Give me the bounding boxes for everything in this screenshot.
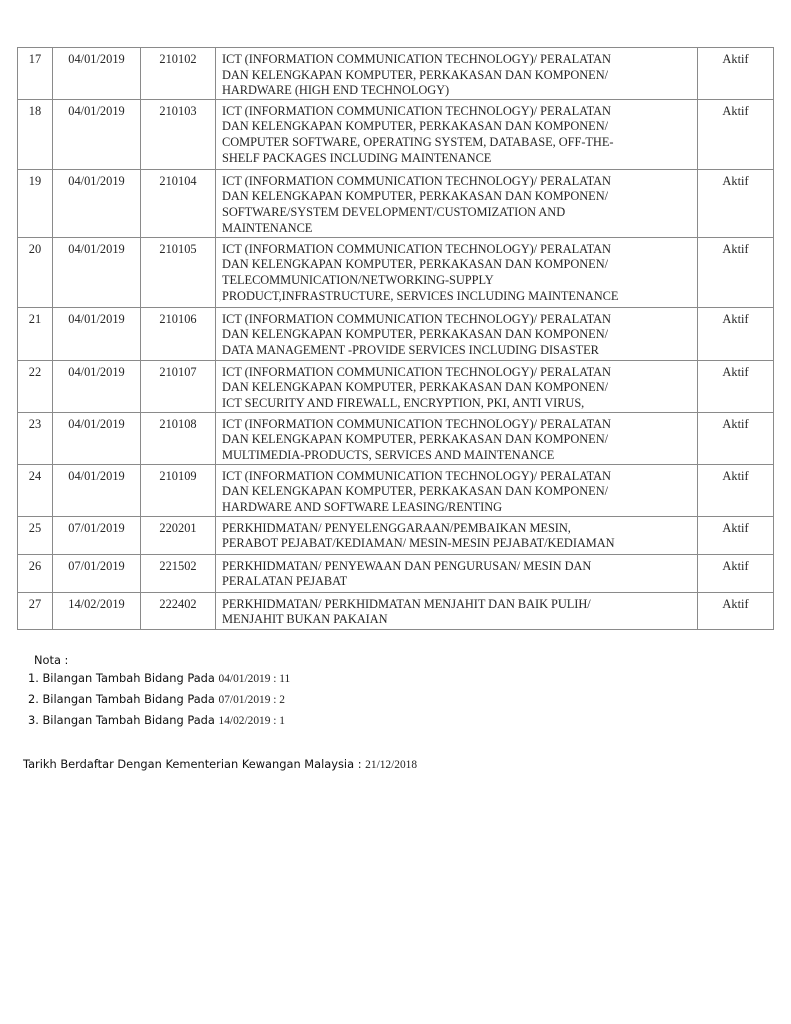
- row-status: Aktif: [698, 169, 774, 237]
- description-line: PERKHIDMATAN/ PENYEWAAN DAN PENGURUSAN/ MESIN DAN: [222, 558, 592, 573]
- description-line: ICT (INFORMATION COMMUNICATION TECHNOLOGY)/ PERALATAN: [222, 173, 611, 188]
- note-item-label: 1. Bilangan Tambah Bidang Pada: [28, 671, 215, 685]
- note-item-label: 2. Bilangan Tambah Bidang Pada: [28, 692, 215, 706]
- row-description: [216, 554, 698, 592]
- row-code: 210102: [141, 48, 216, 100]
- registration-value: 21/12/2018: [365, 759, 418, 771]
- description-line: DAN KELENGKAPAN KOMPUTER, PERKAKASAN DAN KOMPONEN/: [222, 257, 608, 272]
- note-item-value: 04/01/2019 : 11: [218, 673, 291, 685]
- description-line: PERKHIDMATAN/ PERKHIDMATAN MENJAHIT DAN BAIK PULIH/: [222, 596, 591, 611]
- description-line: MULTIMEDIA-PRODUCTS, SERVICES AND MAINTENANCE: [222, 447, 555, 462]
- description-line: ICT (INFORMATION COMMUNICATION TECHNOLOGY)/ PERALATAN: [222, 311, 611, 326]
- row-number: 17: [18, 48, 53, 100]
- description-line: ICT (INFORMATION COMMUNICATION TECHNOLOGY)/ PERALATAN: [222, 103, 611, 118]
- row-date: 07/01/2019: [53, 554, 141, 592]
- description-line: SOFTWARE/SYSTEM DEVELOPMENT/CUSTOMIZATION AND: [222, 204, 566, 219]
- row-number: 27: [18, 592, 53, 629]
- row-code: 210104: [141, 169, 216, 237]
- note-item: [28, 711, 290, 732]
- table-row: [18, 48, 774, 100]
- row-number: 24: [18, 464, 53, 516]
- description-line: PRODUCT,INFRASTRUCTURE, SERVICES INCLUDING MAINTENANCE: [222, 288, 619, 303]
- row-date: 07/01/2019: [53, 516, 141, 554]
- description-line: ICT (INFORMATION COMMUNICATION TECHNOLOGY)/ PERALATAN: [222, 416, 611, 431]
- description-line: DAN KELENGKAPAN KOMPUTER, PERKAKASAN DAN KOMPONEN/: [222, 67, 608, 82]
- row-description: [216, 99, 698, 169]
- row-date: 04/01/2019: [53, 237, 141, 307]
- description-line: DAN KELENGKAPAN KOMPUTER, PERKAKASAN DAN KOMPONEN/: [222, 484, 608, 499]
- description-line: TELECOMMUNICATION/NETWORKING-SUPPLY: [222, 272, 494, 287]
- note-item: [28, 669, 290, 690]
- table-row: [18, 237, 774, 307]
- row-code: 221502: [141, 554, 216, 592]
- row-date: 14/02/2019: [53, 592, 141, 629]
- description-line: DAN KELENGKAPAN KOMPUTER, PERKAKASAN DAN KOMPONEN/: [222, 189, 608, 204]
- row-number: 23: [18, 412, 53, 464]
- row-status: Aktif: [698, 464, 774, 516]
- description-line: SHELF PACKAGES INCLUDING MAINTENANCE: [222, 150, 492, 165]
- row-number: 20: [18, 237, 53, 307]
- description-line: ICT (INFORMATION COMMUNICATION TECHNOLOGY)/ PERALATAN: [222, 468, 611, 483]
- row-code: 210103: [141, 99, 216, 169]
- row-number: 19: [18, 169, 53, 237]
- row-date: 04/01/2019: [53, 307, 141, 360]
- row-date: 04/01/2019: [53, 360, 141, 412]
- row-status: Aktif: [698, 237, 774, 307]
- row-code: 210108: [141, 412, 216, 464]
- description-line: DAN KELENGKAPAN KOMPUTER, PERKAKASAN DAN KOMPONEN/: [222, 327, 608, 342]
- row-description: [216, 360, 698, 412]
- row-code: 210105: [141, 237, 216, 307]
- description-line: ICT (INFORMATION COMMUNICATION TECHNOLOGY)/ PERALATAN: [222, 364, 611, 379]
- row-code: 210107: [141, 360, 216, 412]
- note-item-value: 07/01/2019 : 2: [218, 694, 285, 706]
- notes-section: [28, 653, 290, 732]
- description-line: HARDWARE (HIGH END TECHNOLOGY): [222, 83, 450, 98]
- row-number: 22: [18, 360, 53, 412]
- row-number: 26: [18, 554, 53, 592]
- description-line: PERALATAN PEJABAT: [222, 574, 348, 589]
- row-description: [216, 169, 698, 237]
- table-row: [18, 360, 774, 412]
- table-row: [18, 516, 774, 554]
- row-status: Aktif: [698, 516, 774, 554]
- note-item-label: 3. Bilangan Tambah Bidang Pada: [28, 713, 215, 727]
- row-status: Aktif: [698, 592, 774, 629]
- table-row: [18, 554, 774, 592]
- row-code: 222402: [141, 592, 216, 629]
- row-date: 04/01/2019: [53, 464, 141, 516]
- fields-table: [17, 47, 774, 630]
- row-number: 18: [18, 99, 53, 169]
- row-status: Aktif: [698, 307, 774, 360]
- row-description: [216, 412, 698, 464]
- note-item-value: 14/02/2019 : 1: [218, 715, 285, 727]
- row-status: Aktif: [698, 412, 774, 464]
- table-row: [18, 169, 774, 237]
- description-line: HARDWARE AND SOFTWARE LEASING/RENTING: [222, 499, 503, 514]
- row-number: 25: [18, 516, 53, 554]
- description-line: PERABOT PEJABAT/KEDIAMAN/ MESIN-MESIN PEJABAT/KEDIAMAN: [222, 536, 615, 551]
- row-code: 210106: [141, 307, 216, 360]
- description-line: DATA MANAGEMENT -PROVIDE SERVICES INCLUDING DISASTER: [222, 342, 599, 357]
- row-date: 04/01/2019: [53, 48, 141, 100]
- description-line: ICT SECURITY AND FIREWALL, ENCRYPTION, PKI, ANTI VIRUS,: [222, 395, 585, 410]
- description-line: MENJAHIT BUKAN PAKAIAN: [222, 612, 388, 627]
- table-row: [18, 307, 774, 360]
- note-item: [28, 690, 290, 711]
- row-date: 04/01/2019: [53, 169, 141, 237]
- row-code: 220201: [141, 516, 216, 554]
- registration-label: Tarikh Berdaftar Dengan Kementerian Kewangan Malaysia :: [23, 757, 362, 771]
- description-line: COMPUTER SOFTWARE, OPERATING SYSTEM, DATABASE, OFF-THE-: [222, 134, 614, 149]
- table-row: [18, 592, 774, 629]
- table-row: [18, 412, 774, 464]
- row-date: 04/01/2019: [53, 412, 141, 464]
- row-date: 04/01/2019: [53, 99, 141, 169]
- row-number: 21: [18, 307, 53, 360]
- row-status: Aktif: [698, 360, 774, 412]
- row-description: [216, 592, 698, 629]
- description-line: MAINTENANCE: [222, 220, 313, 235]
- notes-title: Nota :: [34, 653, 69, 667]
- row-description: [216, 237, 698, 307]
- description-line: ICT (INFORMATION COMMUNICATION TECHNOLOGY)/ PERALATAN: [222, 241, 611, 256]
- row-description: [216, 516, 698, 554]
- description-line: DAN KELENGKAPAN KOMPUTER, PERKAKASAN DAN KOMPONEN/: [222, 432, 608, 447]
- row-description: [216, 464, 698, 516]
- row-status: Aktif: [698, 554, 774, 592]
- description-line: DAN KELENGKAPAN KOMPUTER, PERKAKASAN DAN KOMPONEN/: [222, 119, 608, 134]
- row-code: 210109: [141, 464, 216, 516]
- description-line: PERKHIDMATAN/ PENYELENGGARAAN/PEMBAIKAN MESIN,: [222, 520, 571, 535]
- table-row: [18, 464, 774, 516]
- description-line: DAN KELENGKAPAN KOMPUTER, PERKAKASAN DAN KOMPONEN/: [222, 380, 608, 395]
- table-row: [18, 99, 774, 169]
- row-description: [216, 48, 698, 100]
- registration-date-line: [23, 757, 417, 771]
- row-description: [216, 307, 698, 360]
- row-status: Aktif: [698, 99, 774, 169]
- fields-table-body: [18, 48, 774, 630]
- row-status: Aktif: [698, 48, 774, 100]
- description-line: ICT (INFORMATION COMMUNICATION TECHNOLOGY)/ PERALATAN: [222, 52, 611, 66]
